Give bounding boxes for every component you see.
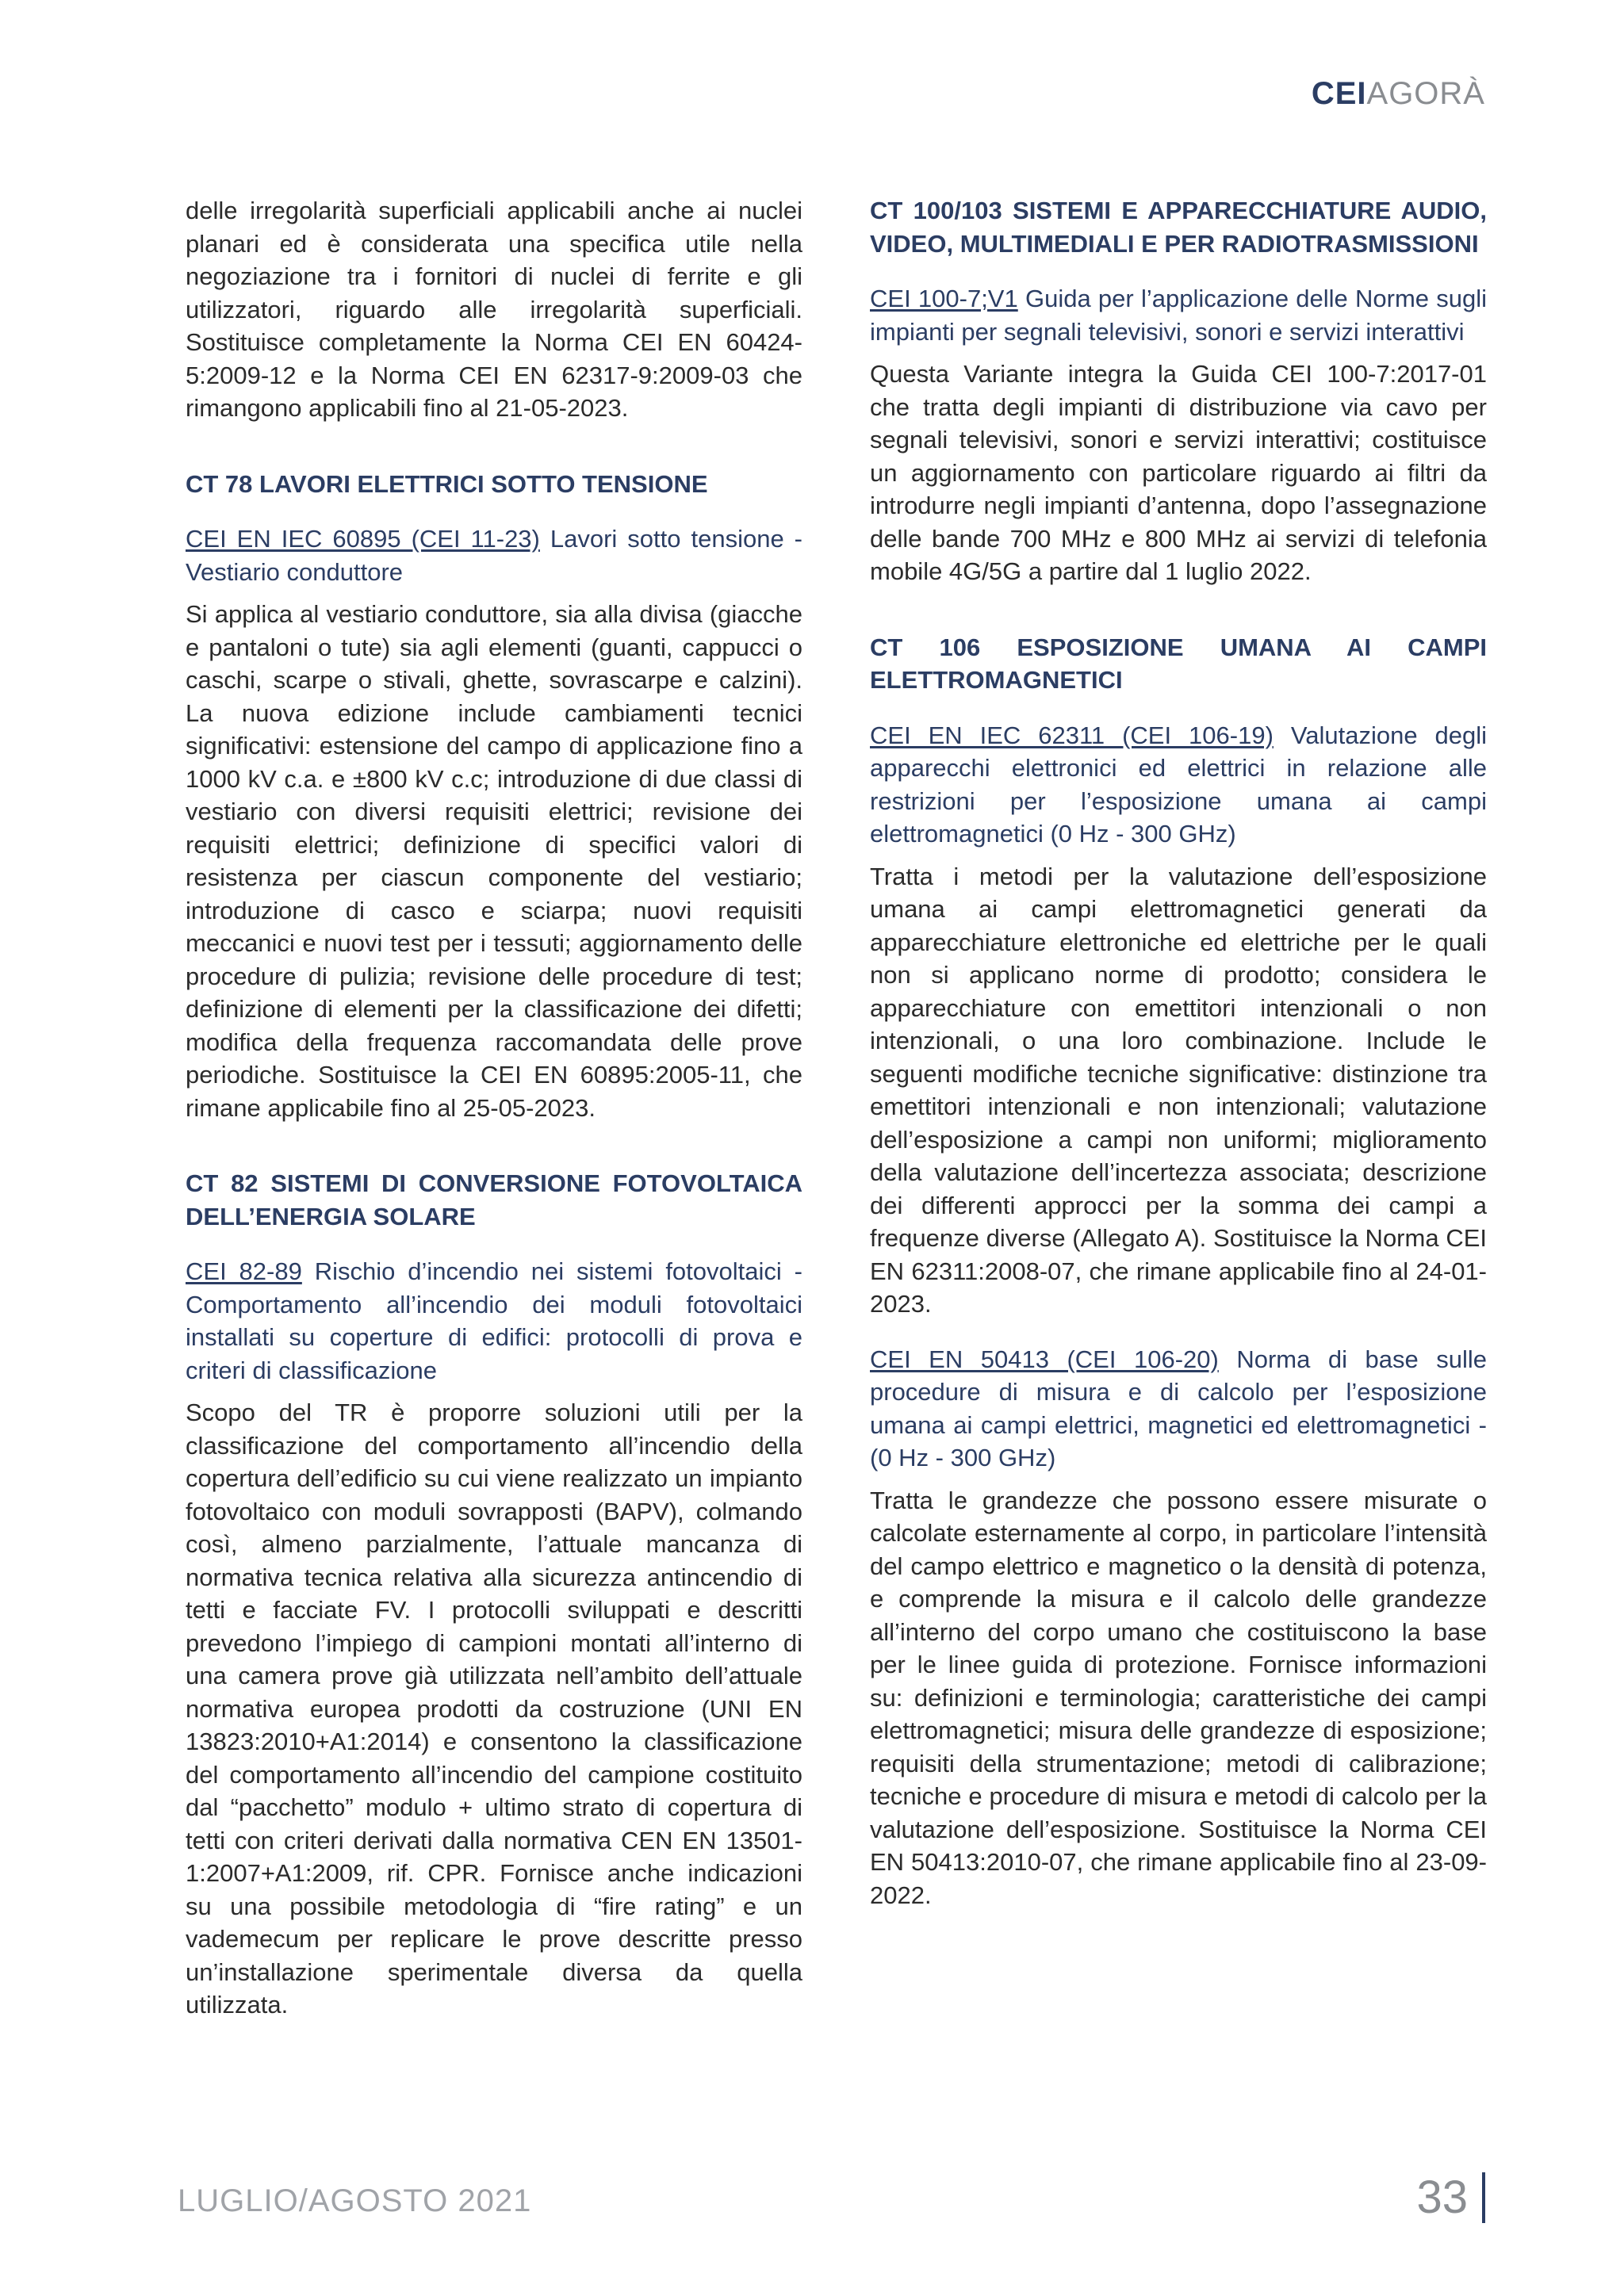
standard-title-text: Norma di base sulle procedure di misura e di calcolo per l’esposizione umana ai campi elettrici, magnetici ed elettromagnetici - (0 Hz - 300 GHz) bbox=[870, 1345, 1488, 1471]
standard-title-text: Rischio d’incendio nei sistemi fotovoltaici - Comportamento all’incendio dei moduli fotovoltaici installati su coperture di edifici: protocolli di prova e criteri di classificazione bbox=[186, 1257, 802, 1384]
intro-paragraph: delle irregolarità superficiali applicabili anche ai nuclei planari ed è considerata una specifica utile nella negoziazione tra i fornitori di nuclei di ferrite e gli utilizzatori, riguardo alle irregolarità superficiali. Sostituisce completamente la Norma CEI EN 60424-5:2009-12 e la Norma CEI EN 62317-9:2009-03 che rimangono applicabili fino al 21-05-2023. bbox=[186, 197, 802, 422]
standard-title-text: Lavori sotto tensione - Vestiario conduttore bbox=[186, 525, 802, 586]
standard-description: Tratta le grandezze che possono essere misurate o calcolate esternamente al corpo, in particolare l’intensità del campo elettrico e magnetico o la densità di potenza, e comprende la misura e il calcolo delle grandezze all’interno del corpo umano che costituiscono la base per le linee guida di protezione. Fornisce informazioni su: definizioni e terminologia; caratteristiche dei campi elettromagnetici; misura delle grandezze di esposizione; requisiti della strumentazione; metodi di calibrazione; tecniche e procedure di misura e metodi di calcolo per la valutazione dell’esposizione. Sostituisce la Norma CEI EN 50413:2010-07, che rimane applicabile fino al 23-09-2022. bbox=[870, 1486, 1487, 1909]
standard-title-text: Valutazione degli apparecchi elettronici ed elettrici in relazione alle restrizioni per l’esposizione umana ai campi elettromagnetici (0 Hz - 300 GHz) bbox=[870, 721, 1488, 848]
standard-description: Si applica al vestiario conduttore, sia alla divisa (giacche e pantaloni o tute) sia agli elementi (guanti, cappucci o caschi, scarpe o stivali, ghette, sovrascarpe e calzini). La nuova edizione include cambiamenti tecnici significativi: estensione del campo di applicazione fino a 1000 kV c.a. e ±800 kV c.c; introduzione di due classi di vestiario con diversi requisiti elettrici; revisione dei requisiti elettrici; definizione di specifici valori di resistenza per ciascun componente del vestiario; introduzione di casco e sciarpa; nuovi requisiti meccanici e nuovi test per i tessuti; aggiornamento delle procedure di pulizia; revisione delle procedure di test; definizione di elementi per la classificazione dei difetti; modifica della frequenza raccomandata delle prove periodiche. Sostituisce la CEI EN 60895:2005-11, che rimane applicabile fino al 25-05-2023. bbox=[186, 600, 802, 1122]
standard-ref-link[interactable]: CEI 100-7;V1 bbox=[870, 285, 1018, 312]
page-number-block bbox=[1416, 2171, 1485, 2224]
standard-title-ct82 bbox=[186, 1255, 802, 1387]
section-title-ct106: CT 106 ESPOSIZIONE UMANA AI CAMPI ELETTROMAGNETICI bbox=[870, 633, 1487, 694]
section-title-ct78: CT 78 LAVORI ELETTRICI SOTTO TENSIONE bbox=[186, 469, 708, 498]
page-number: 33 bbox=[1416, 2172, 1468, 2223]
right-column bbox=[870, 194, 1487, 1911]
left-column bbox=[186, 194, 802, 2022]
standard-ref-link[interactable]: CEI 82-89 bbox=[186, 1257, 302, 1285]
standard-title-62311 bbox=[870, 719, 1487, 851]
standard-title-ct78 bbox=[186, 522, 802, 588]
standard-ref-link[interactable]: CEI EN IEC 62311 (CEI 106-19) bbox=[870, 721, 1274, 749]
section-title-ct100: CT 100/103 SISTEMI E APPARECCHIATURE AUDIO, VIDEO, MULTIMEDIALI E PER RADIOTRASMISSIONI bbox=[870, 197, 1487, 258]
standard-title-ct100 bbox=[870, 282, 1487, 348]
page-divider-bar bbox=[1482, 2172, 1485, 2223]
standard-title-text: Guida per l’applicazione delle Norme sugli impianti per segnali televisivi, sonori e servizi interattivi bbox=[870, 285, 1488, 346]
section-title-ct82: CT 82 SISTEMI DI CONVERSIONE FOTOVOLTAICA DELL’ENERGIA SOLARE bbox=[186, 1169, 802, 1230]
standard-description: Scopo del TR è proporre soluzioni utili per la classificazione del comportamento all’incendio della copertura dell’edificio su cui viene realizzato un impianto fotovoltaico con moduli sovrapposti (BAPV), colmando così, almeno parzialmente, l’attuale mancanza di normativa tecnica relativa alla sicurezza antincendio di tetti e facciate FV. I protocolli sviluppati e descritti prevedono l’impiego di campioni montati all’interno di una camera prove già utilizzata nell’ambito dell’attuale normativa europea prodotti da costruzione (UNI EN 13823:2010+A1:2014) e consentono la classificazione del comportamento all’incendio del campione costituito dal “pacchetto” modulo + ultimo strato di copertura di tetti con criteri derivati dalla normativa CEN EN 13501-1:2007+A1:2009, rif. CPR. Fornisce anche indicazioni su una possibile metodologia di “fire rating” e un vademecum per replicare le prove descritte presso un’installazione sperimentale diversa da quella utilizzata. bbox=[186, 1399, 802, 2019]
brand-name-light: AGORÀ bbox=[1366, 76, 1485, 111]
issue-date: LUGLIO/AGOSTO 2021 bbox=[178, 2183, 532, 2218]
standard-description: Questa Variante integra la Guida CEI 100-7:2017-01 che tratta degli impianti di distribuzione via cavo per segnali televisivi, sonori e servizi interattivi; costituisce un aggiornamento con particolare riguardo ai filtri da introdurre negli impianti d’antenna, dopo l’assegnazione delle bande 700 MHz e 800 MHz ai servizi di telefonia mobile 4G/5G a partire dal 1 luglio 2022. bbox=[870, 360, 1487, 585]
standard-ref-link[interactable]: CEI EN 50413 (CEI 106-20) bbox=[870, 1345, 1219, 1373]
standard-description: Tratta i metodi per la valutazione dell’esposizione umana ai campi elettromagnetici generati da apparecchiature elettroniche ed elettriche per le quali non si applicano norme di prodotto; considera le apparecchiature con emettitori intenzionali o non intenzionali, o una loro combinazione. Include le seguenti modifiche tecniche significative: distinzione tra emettitori intenzionali e non intenzionali; valutazione dell’esposizione a campi non uniformi; miglioramento della valutazione dell’incertezza associata; descrizione dei differenti approcci per la somma dei campi a frequenze diverse (Allegato A). Sostituisce la Norma CEI EN 62311:2008-07, che rimane applicabile fino al 24-01-2023. bbox=[870, 862, 1487, 1318]
brand-header bbox=[1312, 76, 1485, 112]
standard-title-50413 bbox=[870, 1343, 1487, 1475]
standard-ref-link[interactable]: CEI EN IEC 60895 (CEI 11-23) bbox=[186, 525, 540, 553]
brand-name-bold: CEI bbox=[1311, 76, 1367, 111]
